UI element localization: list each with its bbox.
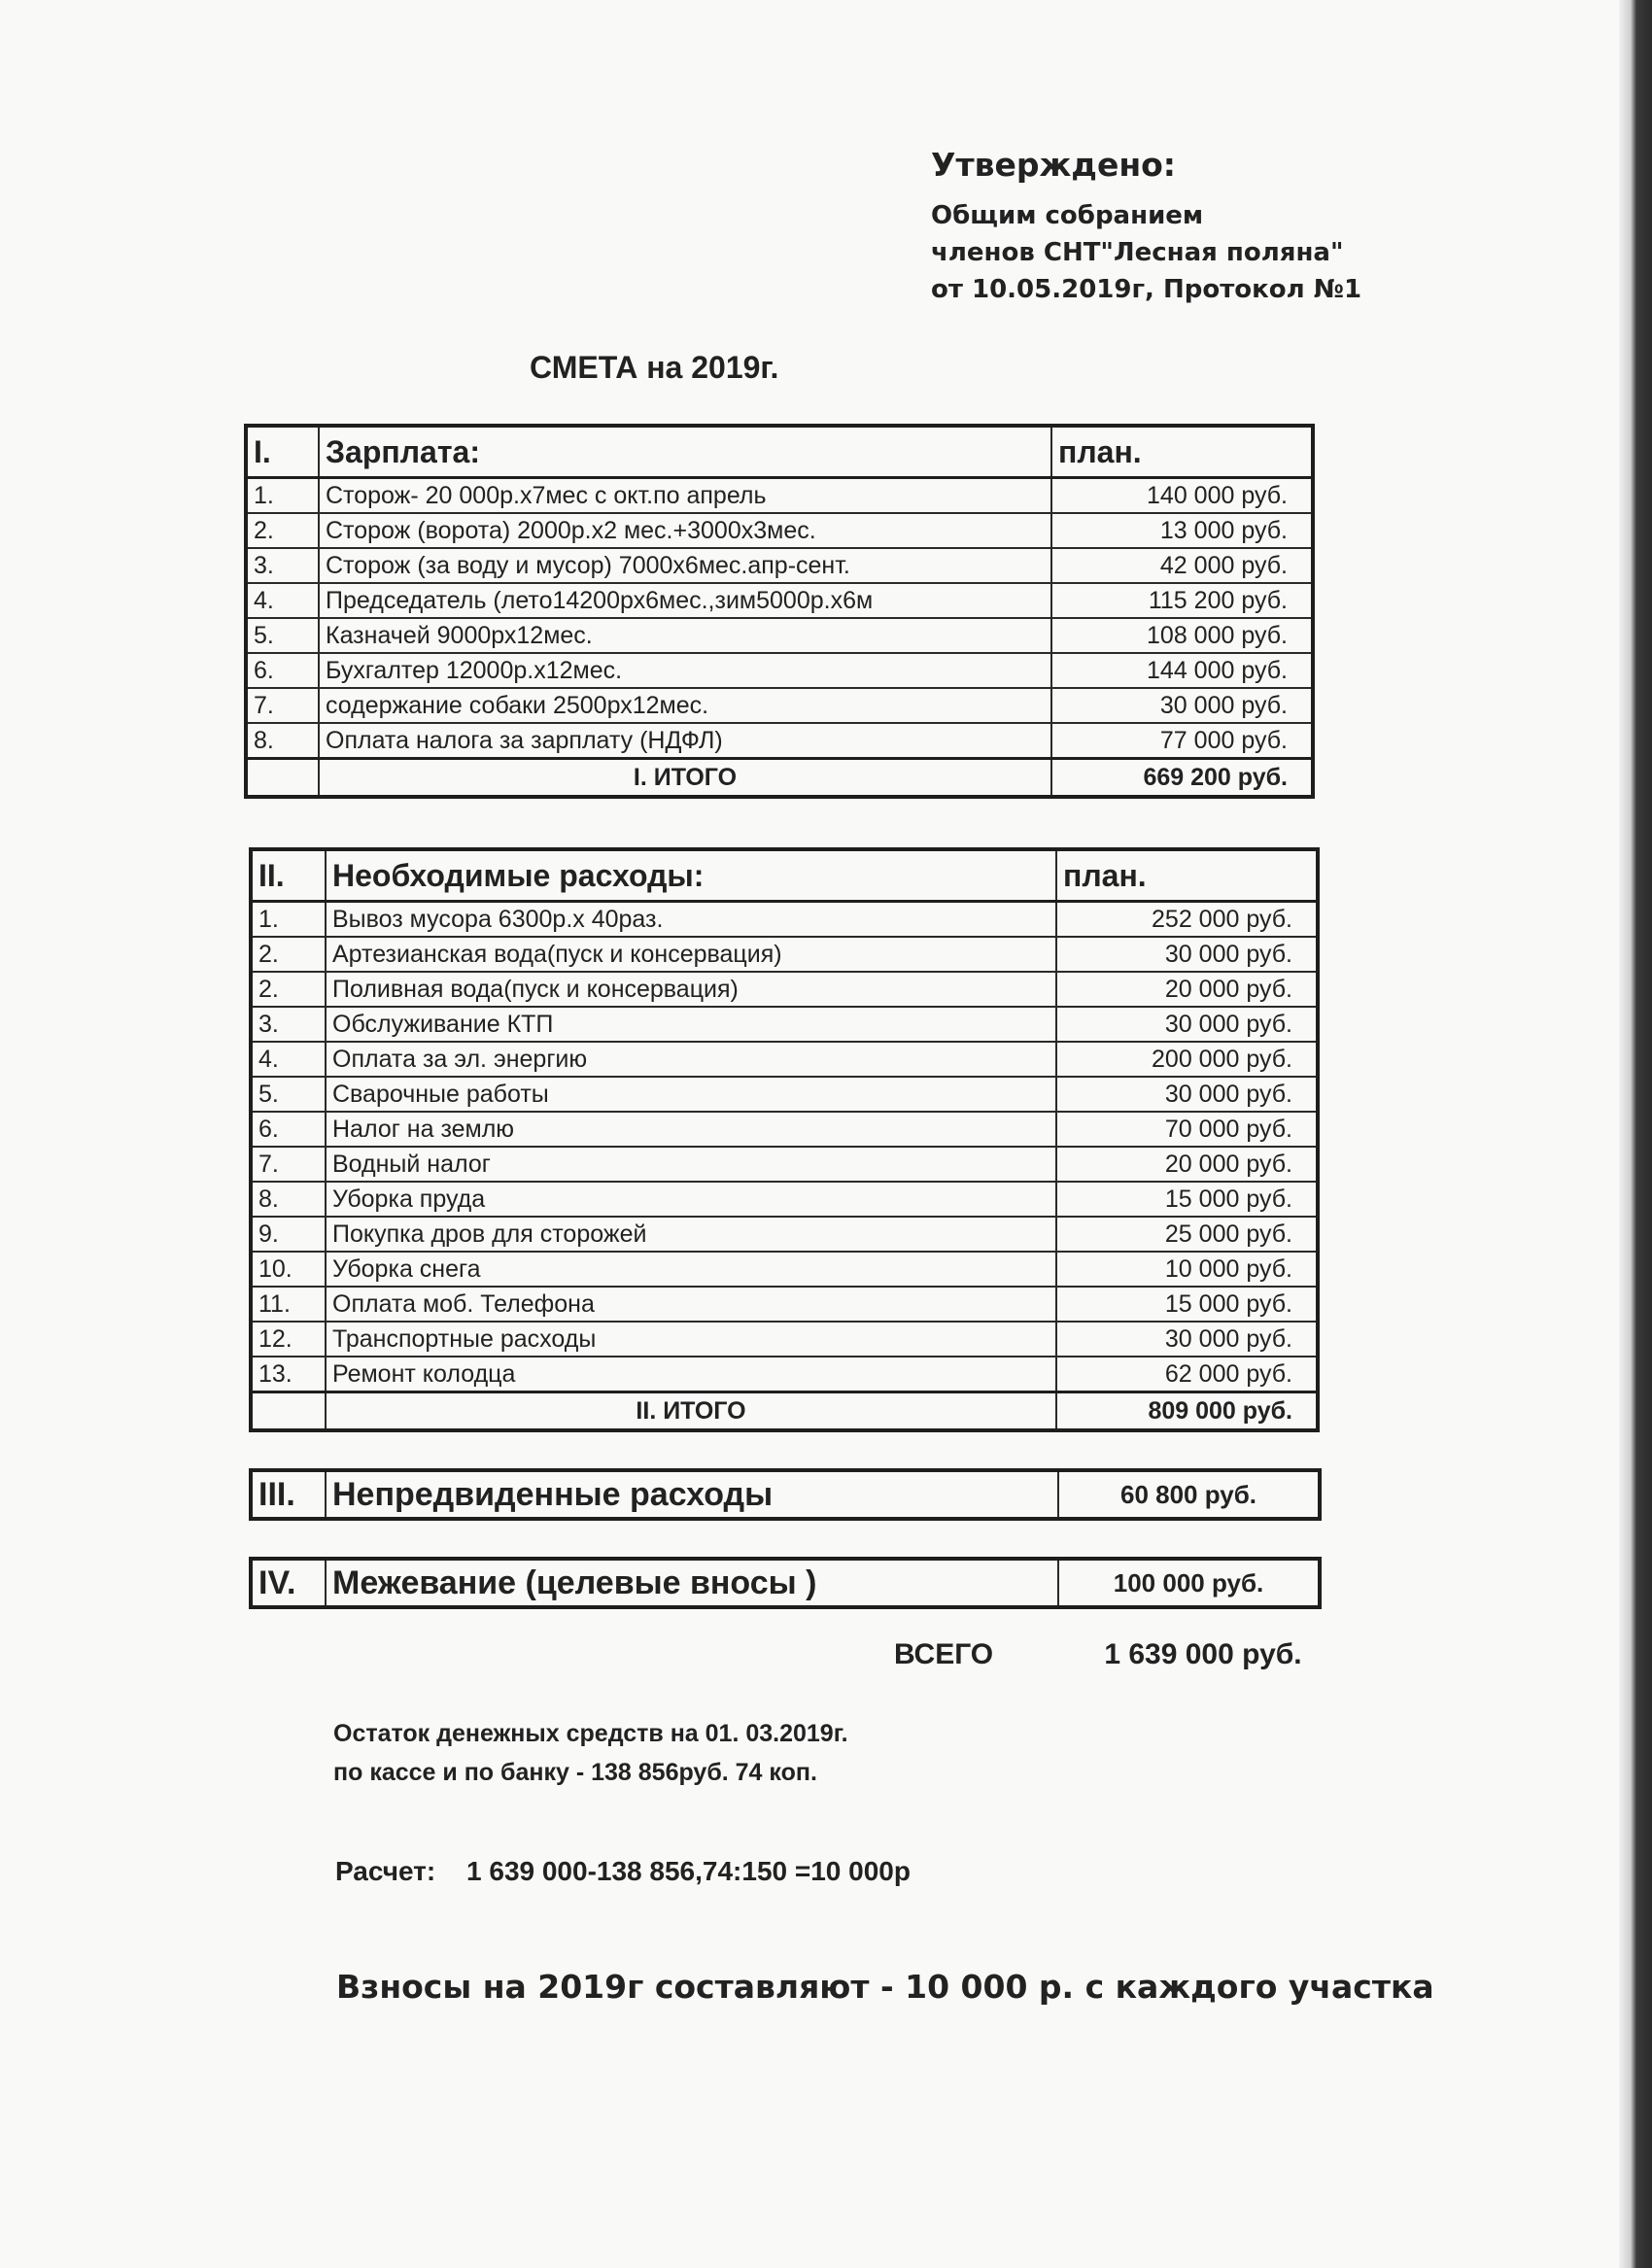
row-description: Уборка пруда [326,1182,1056,1217]
row-description: Поливная вода(пуск и консервация) [326,972,1056,1007]
salary-table [244,424,1315,799]
row-amount: 70 000 руб. [1056,1112,1318,1147]
row-description: Бухгалтер 12000р.х12мес. [319,653,1051,688]
table-row [246,513,1313,548]
row-amount: 30 000 руб. [1056,1007,1318,1042]
row-description: Налог на землю [326,1112,1056,1147]
row-description: Уборка снега [326,1252,1056,1287]
row-description: Транспортные расходы [326,1322,1056,1357]
section-title: Непредвиденные расходы [326,1470,1058,1519]
row-description: Оплата налога за зарплату (НДФЛ) [319,723,1051,759]
expenses-rows [251,902,1318,1392]
row-description: Покупка дров для сторожей [326,1217,1056,1252]
row-description: Председатель (лето14200рх6мес.,зим5000р.х6м [319,583,1051,618]
section-title: Зарплата: [319,426,1051,478]
row-number: 2. [251,972,326,1007]
row-amount: 15 000 руб. [1056,1182,1318,1217]
contingency-row [251,1470,1320,1519]
row-number: 7. [246,688,319,723]
row-amount: 10 000 руб. [1056,1252,1318,1287]
table-row [251,1077,1318,1112]
row-amount: 200 000 руб. [1056,1042,1318,1077]
row-amount: 30 000 руб. [1056,1077,1318,1112]
document-title: СМЕТА на 2019г. [530,350,779,385]
row-number: 8. [246,723,319,759]
row-amount: 13 000 руб. [1051,513,1313,548]
row-amount: 30 000 руб. [1056,1322,1318,1357]
contingency-table [249,1468,1322,1521]
total-row [251,1392,1318,1431]
grand-total-amount: 1 639 000 руб. [1104,1638,1302,1670]
expenses-table [249,847,1320,1432]
row-description: Сторож- 20 000р.х7мес с окт.по апрель [319,478,1051,514]
row-number: 1. [246,478,319,514]
table-row [251,937,1318,972]
section-number: I. [246,426,319,478]
scan-edge [1619,0,1652,2268]
table-row [246,548,1313,583]
row-description: Обслуживание КТП [326,1007,1056,1042]
table-header-row [246,426,1313,478]
row-number: 6. [246,653,319,688]
table-row [246,723,1313,759]
calculation-formula: 1 639 000-138 856,74:150 =10 000р [466,1856,911,1886]
row-number: 3. [251,1007,326,1042]
approval-line: Общим собранием [931,201,1204,230]
table-row [246,653,1313,688]
row-amount: 42 000 руб. [1051,548,1313,583]
section-number: IV. [251,1559,326,1607]
salary-rows [246,478,1313,759]
row-number: 2. [246,513,319,548]
approval-heading: Утверждено: [931,146,1176,184]
table-row [251,1042,1318,1077]
grand-total-label: ВСЕГО [894,1638,994,1670]
contribution-statement: Взносы на 2019г составляют - 10 000 р. с каждого участка [336,1968,1434,2006]
surveying-table [249,1557,1322,1609]
table-row [251,1322,1318,1357]
row-description: Артезианская вода(пуск и консервация) [326,937,1056,972]
row-number: 10. [251,1252,326,1287]
row-description: Сварочные работы [326,1077,1056,1112]
row-description: Ремонт колодца [326,1357,1056,1392]
row-number: 4. [251,1042,326,1077]
table-row [246,618,1313,653]
row-description: Сторож (ворота) 2000р.х2 мес.+3000х3мес. [319,513,1051,548]
cash-balance [333,1714,848,1792]
table-row [251,1112,1318,1147]
balance-line: по кассе и по банку - 138 856руб. 74 коп. [333,1759,817,1786]
balance-line: Остаток денежных средств на 01. 03.2019г. [333,1720,848,1747]
table-row [251,1217,1318,1252]
row-amount: 77 000 руб. [1051,723,1313,759]
row-number: 3. [246,548,319,583]
total-amount: 809 000 руб. [1056,1392,1318,1431]
section-title: Необходимые расходы: [326,849,1056,902]
table-row [251,1252,1318,1287]
row-number: 2. [251,937,326,972]
calculation [335,1856,911,1887]
plan-column-header: план. [1056,849,1318,902]
section-number: III. [251,1470,326,1519]
surveying-row [251,1559,1320,1607]
row-description: Оплата за эл. энергию [326,1042,1056,1077]
table-row [251,1147,1318,1182]
calculation-label: Расчет: [335,1856,436,1886]
plan-column-header: план. [1051,426,1313,478]
row-amount: 15 000 руб. [1056,1287,1318,1322]
row-amount: 20 000 руб. [1056,972,1318,1007]
approval-line: членов СНТ"Лесная поляна" [931,238,1344,267]
table-row [251,902,1318,938]
row-amount: 144 000 руб. [1051,653,1313,688]
row-amount: 25 000 руб. [1056,1217,1318,1252]
row-number: 4. [246,583,319,618]
table-row [246,688,1313,723]
row-amount: 62 000 руб. [1056,1357,1318,1392]
row-description: содержание собаки 2500рх12мес. [319,688,1051,723]
row-amount: 115 200 руб. [1051,583,1313,618]
approval-stamp [931,146,1361,308]
table-header-row [251,849,1318,902]
row-amount: 20 000 руб. [1056,1147,1318,1182]
row-description: Сторож (за воду и мусор) 7000х6мес.апр-сент. [319,548,1051,583]
row-number: 8. [251,1182,326,1217]
approval-line: от 10.05.2019г, Протокол №1 [931,275,1362,304]
table-row [251,1357,1318,1392]
row-amount: 108 000 руб. [1051,618,1313,653]
section-title: Межевание (целевые вносы ) [326,1559,1058,1607]
row-number: 5. [246,618,319,653]
row-description: Водный налог [326,1147,1056,1182]
section-amount: 100 000 руб. [1058,1559,1320,1607]
total-label: II. ИТОГО [326,1392,1056,1431]
row-description: Казначей 9000рх12мес. [319,618,1051,653]
row-number: 13. [251,1357,326,1392]
table-row [251,1287,1318,1322]
row-description: Вывоз мусора 6300р.х 40раз. [326,902,1056,938]
row-number: 11. [251,1287,326,1322]
table-row [251,972,1318,1007]
table-row [251,1182,1318,1217]
section-amount: 60 800 руб. [1058,1470,1320,1519]
total-amount: 669 200 руб. [1051,759,1313,798]
row-number: 1. [251,902,326,938]
row-number: 9. [251,1217,326,1252]
table-row [251,1007,1318,1042]
row-amount: 140 000 руб. [1051,478,1313,514]
table-row [246,583,1313,618]
grand-total [894,1638,1302,1671]
row-number: 5. [251,1077,326,1112]
section-number: II. [251,849,326,902]
row-number: 12. [251,1322,326,1357]
total-row [246,759,1313,798]
row-amount: 30 000 руб. [1051,688,1313,723]
table-row [246,478,1313,514]
row-amount: 30 000 руб. [1056,937,1318,972]
row-description: Оплата моб. Телефона [326,1287,1056,1322]
total-label: I. ИТОГО [319,759,1051,798]
row-amount: 252 000 руб. [1056,902,1318,938]
row-number: 7. [251,1147,326,1182]
row-number: 6. [251,1112,326,1147]
